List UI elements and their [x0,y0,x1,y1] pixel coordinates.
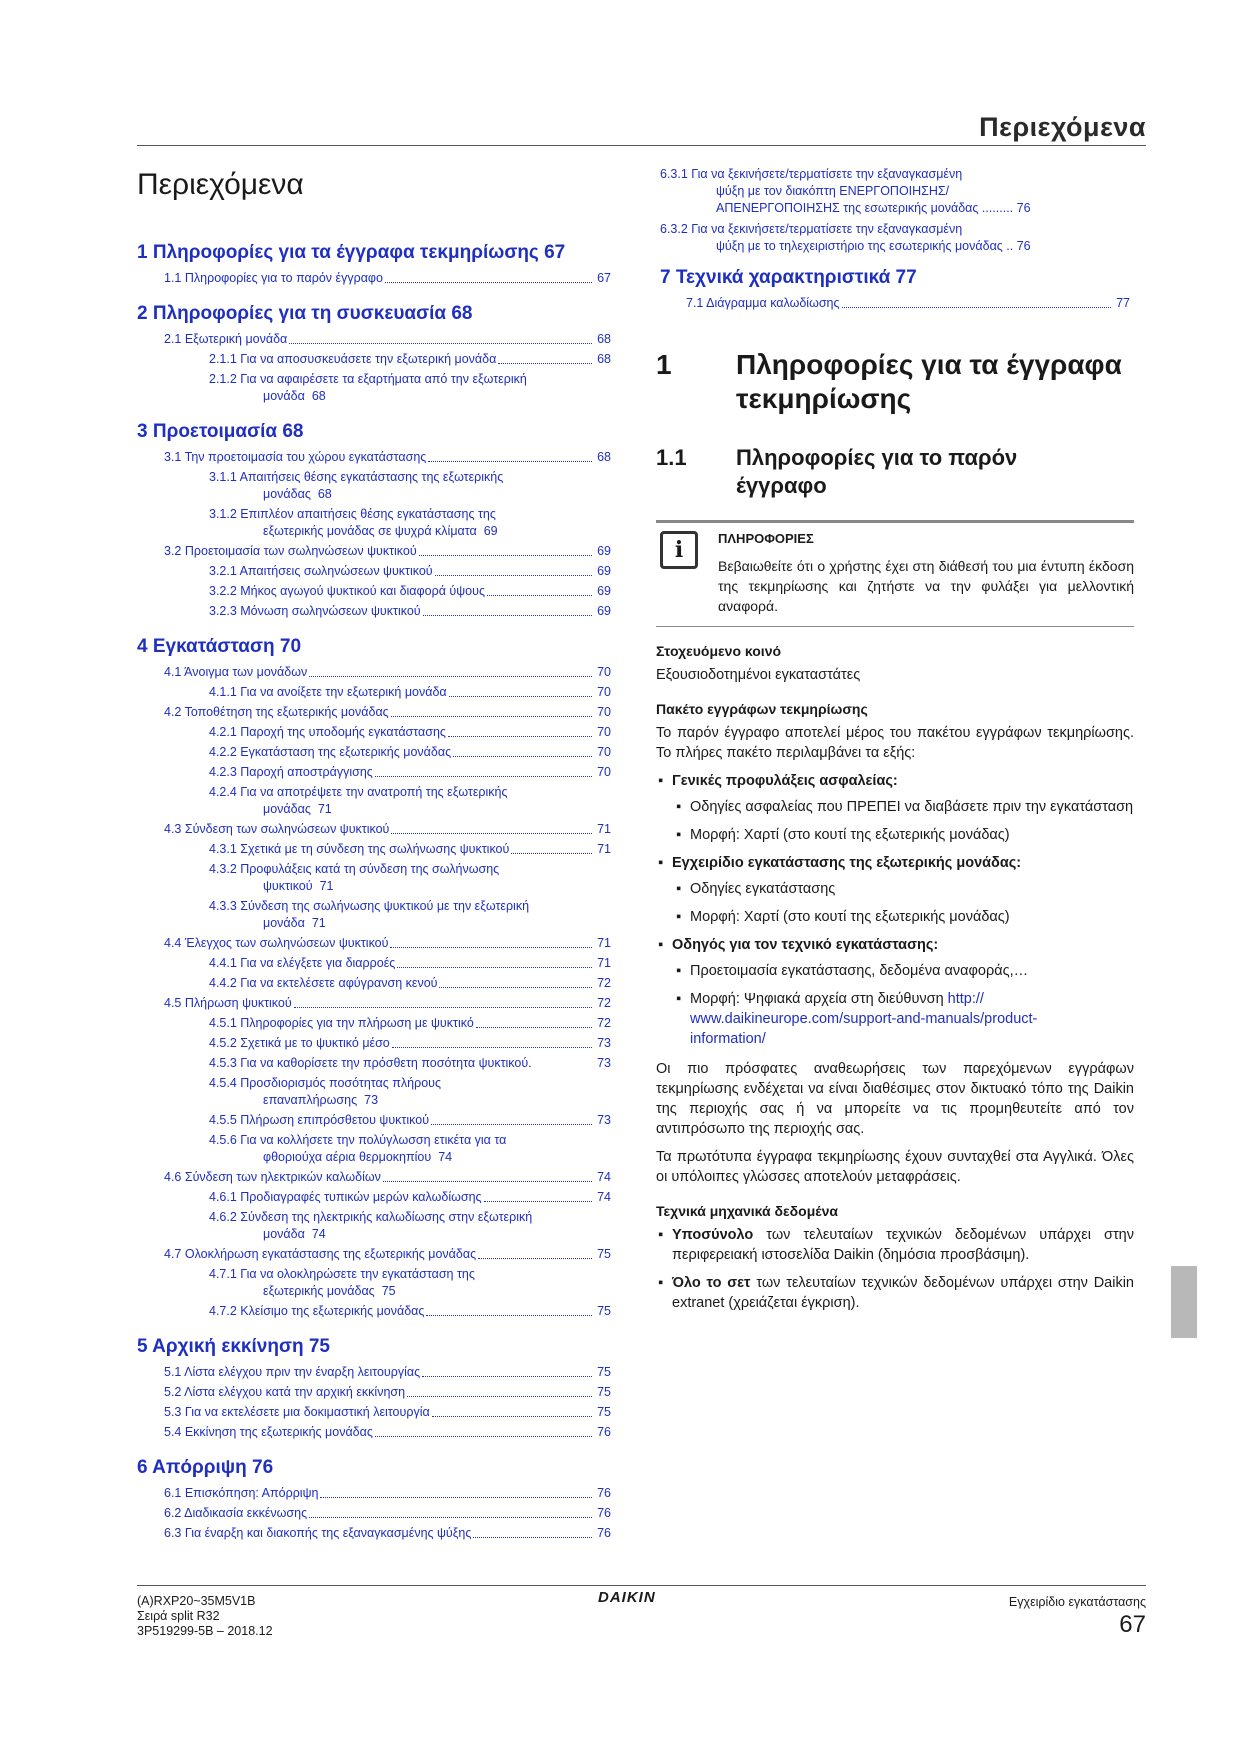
toc-entry-wrap [209,915,611,932]
footer-rule [137,1585,1146,1586]
toc-entry-page: 75 [381,1284,396,1298]
toc-entry-page: 69 [597,604,611,618]
toc-entry-page: 68 [597,352,611,366]
doc1-item2: Μορφή: Χαρτί (στο κουτί της εξωτερικής μονάδας) [690,827,1010,843]
toc-leader-dots [289,343,592,344]
toc-entry[interactable] [137,603,611,620]
toc-entry-page: 68 [597,332,611,346]
toc-entry[interactable] [137,469,611,503]
toc-entry[interactable] [137,744,611,761]
list-item [656,879,1134,899]
toc-entry-page: 75 [597,1385,611,1399]
toc-chapter-5[interactable]: 5 Αρχική εκκίνηση 75 [137,1336,330,1357]
page-number: 67 [1119,1611,1146,1638]
toc-continued [660,166,1130,315]
toc-entry-label: 4.5 Πλήρωση ψυκτικού [164,996,292,1010]
toc-entry-wrap [209,1149,611,1166]
toc-leader-dots [385,282,592,283]
toc-entry-page: 72 [597,976,611,990]
toc-entry-label: 6.1 Επισκόπηση: Απόρριψη [164,1486,319,1500]
bullet-icon: ▪ [676,909,682,925]
toc-entry[interactable] [137,764,611,781]
chapter-number: 1 [656,349,672,380]
list-item [656,961,1134,981]
toc-entry-6-3-1-page: 76 [1016,201,1031,215]
toc-entry-7-1[interactable] [660,295,1130,312]
toc-chapter-6[interactable]: 6 Απόρριψη 76 [137,1457,274,1478]
footer-manual-title: Εγχειρίδιο εγκατάστασης [1008,1595,1146,1609]
doc-item-install-manual-title: Εγχειρίδιο εγκατάστασης της εξωτερικής μονάδας: [672,855,1022,871]
section-title-line1: Πληροφορίες για το παρόν [736,445,1018,470]
toc-title: Περιεχόμενα [137,168,304,201]
toc-entry-label: 4.4.2 Για να εκτελέσετε αφύγρανση κενού [209,976,438,990]
toc-entry-label: 4.4.1 Για να ελέγξετε για διαρροές [209,956,396,970]
toc-entry-label: 4.4 Έλεγχος των σωληνώσεων ψυκτικού [164,936,389,950]
toc-entry-page: 69 [597,544,611,558]
toc-entry-6-3-1-dots: ......... [978,201,1014,215]
tech1-bold: Υποσύνολο [672,1227,754,1243]
bullet-icon: ▪ [658,937,664,953]
toc-entry-6-3-1-line2: ψύξη με τον διακόπτη ΕΝΕΡΓΟΠΟΙΗΣΗΣ/ [716,184,950,198]
toc-leader-dots [383,1181,592,1182]
footer-doc-code: 3P519299-5B – 2018.12 [137,1624,273,1638]
footer-model: (A)RXP20~35M5V1B [137,1594,256,1608]
toc-entry-text [209,1132,611,1166]
toc-leader-dots [390,947,592,948]
toc-leader-dots [487,595,592,596]
toc-entry-6-3-2-line2: ψύξη με το τηλεχειριστήριο της εσωτερικής μονάδας [716,239,1003,253]
toc-entry[interactable] [137,1404,611,1421]
toc-entry[interactable] [137,1364,611,1381]
toc-entry-6-3-2-line1: 6.3.2 Για να ξεκινήσετε/τερματίσετε την εξαναγκασμένη [660,222,963,236]
toc-entry-6-3-1-line3: ΑΠΕΝΕΡΓΟΠΟΙΗΣΗΣ της εσωτερικής μονάδας [716,201,979,215]
toc-leader-dots [309,1517,592,1518]
toc-entry-page: 71 [319,879,334,893]
toc-entry-page: 69 [597,564,611,578]
toc-entry-wrap [209,1092,611,1109]
footer-right [1009,1594,1146,1640]
toc-entry[interactable] [137,1055,611,1072]
tech2-bold: Όλο το σετ [672,1275,751,1291]
toc-leader-dots [294,1007,592,1008]
toc-entry-page: 73 [597,1113,611,1127]
toc-entry-label: 6.2 Διαδικασία εκκένωσης [164,1506,308,1520]
toc-entry-wrap-label: μονάδα [263,389,305,403]
toc-entry-page: 70 [597,705,611,719]
toc-entry[interactable] [137,1246,611,1263]
toc-entry[interactable] [137,351,611,368]
toc-entry[interactable] [137,684,611,701]
toc-entry[interactable] [137,583,611,600]
toc-entry[interactable] [137,563,611,580]
toc-entry-label: 4.5.2 Σχετικά με το ψυκτικό μέσο [209,1036,390,1050]
toc-entry-label: 5.3 Για να εκτελέσετε μια δοκιμαστική λειτουργία [164,1405,430,1419]
bullet-icon: ▪ [658,1227,664,1243]
toc-entry[interactable] [137,270,611,287]
toc-leader-dots [426,1315,592,1316]
toc-entry-label: 5.2 Λίστα ελέγχου κατά την αρχική εκκίνηση [164,1385,406,1399]
doc-item-installer-guide [656,935,1134,955]
list-item [656,797,1134,817]
toc-entry-page: 75 [597,1247,611,1261]
toc-entry-6-3-2-page: 76 [1016,239,1031,253]
toc-entry-label: 4.7 Ολοκλήρωση εγκατάστασης της εξωτερικής μονάδας [164,1247,477,1261]
toc-entry-page: 73 [597,1036,611,1050]
toc-entry-text [209,1075,611,1109]
toc-entry-text [209,506,611,540]
toc-entry-label: 3.2.3 Μόνωση σωληνώσεων ψυκτικού [209,604,421,618]
toc-entry-page: 70 [597,685,611,699]
toc-leader-dots [392,1047,592,1048]
toc-entry-page: 76 [597,1526,611,1540]
doc3-item1: Προετοιμασία εγκατάστασης, δεδομένα αναφοράς,… [690,963,1029,979]
bullet-icon: ▪ [676,881,682,897]
toc-entry-page: 74 [597,1190,611,1204]
toc-entry-page: 71 [597,936,611,950]
doc-item-install-manual [656,853,1134,873]
toc-entry-label: 4.5.1 Πληροφορίες για την πλήρωση με ψυκτικό [209,1016,474,1030]
toc-entry[interactable] [137,371,611,405]
toc-entry-label: 4.5.5 Πλήρωση επιπρόσθετου ψυκτικού [209,1113,430,1127]
toc-entry-wrap [209,801,611,818]
docset-text: Το παρόν έγγραφο αποτελεί μέρος του πακέτου εγγράφων τεκμηρίωσης. Το πλήρες πακέτο περιλαμβάνει τα εξής: [656,725,1134,761]
toc-leader-dots [320,1497,592,1498]
toc-entry-label: 4.3.2 Προφυλάξεις κατά τη σύνδεση της σωλήνωσης [209,862,500,876]
toc-entry-page: 72 [597,1016,611,1030]
toc-entry-page: 74 [438,1150,453,1164]
toc-leader-dots [432,1416,592,1417]
toc-entry-wrap [209,878,611,895]
toc-leader-dots [453,756,592,757]
doc-item-installer-guide-title: Οδηγός για τον τεχνικό εγκατάστασης: [672,937,939,953]
toc-entry[interactable] [137,784,611,818]
toc-entry-page: 68 [317,487,332,501]
revisions-text: Οι πιο πρόσφατες αναθεωρήσεις των παρεχόμενων εγγράφων τεκμηρίωσης ενδέχεται να είναι διαθέσιμες στον δικτυακό τόπο της Daikin της περιοχής σας ή να μπορείτε να τις προμηθευτείτε από τον αντιπρόσωπο της περιοχής σας. [656,1061,1134,1137]
daikin-logo: DAIKIN [598,1589,656,1606]
toc-entry-label: 4.6.1 Προδιαγραφές τυπικών μερών καλωδίωσης [209,1190,482,1204]
toc-entry-page: 70 [597,745,611,759]
toc-entry-label: 3.1 Την προετοιμασία του χώρου εγκατάστασης [164,450,427,464]
toc-entry-label: 4.2.3 Παροχή αποστράγγισης [209,765,373,779]
toc-entry-label: 2.1 Εξωτερική μονάδα [164,332,288,346]
toc-chapter-7[interactable]: 7 Τεχνικά χαρακτηριστικά 77 [660,267,917,288]
toc-entry[interactable] [137,1189,611,1206]
toc-leader-dots [391,833,592,834]
toc-leader-dots [448,736,592,737]
bullet-icon: ▪ [658,773,664,789]
list-item [656,1225,1134,1265]
toc-leader-dots [428,461,592,462]
toc-chapter-2[interactable]: 2 Πληροφορίες για τη συσκευασία 68 [137,303,473,324]
toc-entry[interactable] [137,1209,611,1243]
toc-entry-page: 76 [597,1486,611,1500]
toc-entry[interactable] [137,1525,611,1542]
toc-entry-page: 76 [597,1506,611,1520]
toc-leader-dots [478,1258,592,1259]
toc-leader-dots [422,1376,592,1377]
toc-entry-label: 1.1 Πληροφορίες για το παρόν έγγραφο [164,271,383,285]
toc-entry[interactable] [137,1485,611,1502]
info-title: ΠΛΗΡΟΦΟΡΙΕΣ [718,531,814,546]
toc-entry-wrap-label: μονάδας [263,487,311,501]
toc-entry-label: 3.2.1 Απαιτήσεις σωληνώσεων ψυκτικού [209,564,433,578]
doc2-item1: Οδηγίες εγκατάστασης [690,881,836,897]
audience-heading: Στοχευόμενο κοινό [656,643,782,659]
toc-entry-wrap [209,523,611,540]
toc-entry-6-3-2-dots: .. [1002,239,1014,253]
bullet-icon: ▪ [658,1275,664,1291]
toc-leader-dots [423,615,592,616]
doc3-item2-prefix: Μορφή: Ψηφιακά αρχεία στη διεύθυνση [690,991,948,1007]
list-item [656,907,1134,927]
toc-entry-label: 3.1.1 Απαιτήσεις θέσης εγκατάστασης της εξωτερικής [209,470,504,484]
toc-entry-wrap-label: μονάδα [263,1227,305,1241]
toc-entry-label: 4.1.1 Για να ανοίξετε την εξωτερική μονάδα [209,685,447,699]
toc-leader-dots [484,1201,593,1202]
doc-item-safety-title: Γενικές προφυλάξεις ασφαλείας: [672,773,898,789]
toc-entry-label: 2.1.1 Για να αποσυσκευάσετε την εξωτερική μονάδα [209,352,497,366]
chapter-tab-marker [1171,1266,1197,1338]
bullet-icon: ▪ [658,855,664,871]
toc-entry-page: 76 [597,1425,611,1439]
toc-entry-page: 75 [597,1304,611,1318]
toc-entry[interactable] [137,1015,611,1032]
toc-entry-text [209,784,611,818]
toc-entry-wrap-label: μονάδας [263,802,311,816]
toc-entry-label: 5.1 Λίστα ελέγχου πριν την έναρξη λειτουργίας [164,1365,421,1379]
toc-entry-6-3-1-line1: 6.3.1 Για να ξεκινήσετε/τερματίσετε την εξαναγκασμένη [660,167,963,181]
bullet-icon: ▪ [676,827,682,843]
toc-entry-label: 3.1.2 Επιπλέον απαιτήσεις θέσης εγκατάστασης της [209,507,496,521]
toc-entry-page: 71 [597,956,611,970]
toc-leader-dots [431,1124,592,1125]
doc-item-safety [656,771,1134,791]
toc-entry-label: 4.6 Σύνδεση των ηλεκτρικών καλωδίων [164,1170,381,1184]
toc-leader-dots [439,987,592,988]
toc-leader-dots [511,853,592,854]
toc-entry-label: 4.3.1 Σχετικά με τη σύνδεση της σωλήνωσης ψυκτικού [209,842,510,856]
toc-entry-wrap-label: ψυκτικού [263,879,313,893]
toc-entry-page: 69 [483,524,498,538]
toc-chapter-4[interactable]: 4 Εγκατάσταση 70 [137,636,302,657]
toc-entry-label: 2.1.2 Για να αφαιρέσετε τα εξαρτήματα από την εξωτερική [209,372,527,386]
header-rule [137,145,1146,146]
toc-entry-label: 3.2.2 Μήκος αγωγού ψυκτικού και διαφορά ύψους [209,584,485,598]
toc-entry-7-1-page: 77 [1116,296,1130,310]
toc-entry[interactable] [137,995,611,1012]
toc-entry-page: 72 [597,996,611,1010]
toc-entry[interactable] [137,543,611,560]
toc-entry[interactable] [137,1035,611,1052]
toc-entry-page: 73 [364,1093,379,1107]
toc-entry-page: 75 [597,1405,611,1419]
toc-entry-label: 4.2.1 Παροχή της υποδομής εγκατάστασης [209,725,446,739]
toc-entry-wrap-label: φθοριούχα αέρια θερμοκηπίου [263,1150,432,1164]
toc-entry[interactable] [137,1169,611,1186]
toc-entry[interactable] [137,841,611,858]
link-line2: www.daikineurope.com/support-and-manuals/product- [690,1011,1038,1027]
toc-entry-text [209,1266,611,1300]
info-icon: i [660,531,698,569]
toc-entry-page: 71 [597,842,611,856]
bullet-icon: ▪ [676,991,682,1007]
toc-entry-label: 4.3.3 Σύνδεση της σωλήνωσης ψυκτικού με την εξωτερική [209,899,530,913]
toc-leader-dots [842,307,1112,308]
docset-heading: Πακέτο εγγράφων τεκμηρίωσης [656,701,868,717]
toc-entry-wrap [209,1283,611,1300]
toc-entry[interactable] [137,821,611,838]
toc-entry[interactable] [137,1303,611,1320]
list-item [656,1273,1134,1313]
toc-entry-6-3-1[interactable] [660,166,1130,217]
toc-entry-text [209,898,611,932]
toc-entry[interactable] [137,861,611,895]
toc-entry-label: 4.5.3 Για να καθορίσετε την πρόσθετη ποσότητα ψυκτικού. [209,1056,532,1070]
toc-entry-wrap [209,486,611,503]
link-line3: information/ [690,1031,766,1047]
toc-entry-6-3-2[interactable] [660,221,1130,255]
toc-leader-dots [391,716,592,717]
toc-entry-page: 68 [311,389,326,403]
toc-entry-label: 6.3 Για έναρξη και διακοπής της εξαναγκασμένης ψύξης [164,1526,472,1540]
bullet-icon: ▪ [676,799,682,815]
toc-entry-7-1-text: 7.1 Διάγραμμα καλωδίωσης [686,296,840,310]
toc-entry-page: 74 [597,1170,611,1184]
toc-entry[interactable] [137,1424,611,1441]
list-item [656,825,1134,845]
toc-entry[interactable] [137,664,611,681]
toc-entry-page: 68 [597,450,611,464]
toc-entry-page: 71 [597,822,611,836]
toc-leader-dots [397,967,592,968]
toc-entry-label: 4.2.2 Εγκατάσταση της εξωτερικής μονάδας [209,745,452,759]
bullet-icon: ▪ [676,963,682,979]
audience-text: Εξουσιοδοτημένοι εγκαταστάτες [656,667,861,683]
toc-entry[interactable] [137,724,611,741]
toc-entry-page: 71 [311,916,326,930]
toc-entry[interactable] [137,1132,611,1166]
chapter-title-line2: τεκμηρίωσης [736,383,912,414]
table-of-contents [137,168,611,1545]
section-title-line2: έγγραφο [736,473,827,498]
toc-entry-page: 73 [597,1056,611,1070]
toc-leader-dots [309,676,592,677]
toc-entry[interactable] [137,975,611,992]
info-box [656,520,1134,627]
link-line1: http:// [947,991,984,1007]
toc-entry-text [209,371,611,405]
toc-entry-wrap-label: εξωτερικής μονάδας σε ψυχρά κλίματα [263,524,477,538]
info-body: Βεβαιωθείτε ότι ο χρήστης έχει στη διάθεσή του μια έντυπη έκδοση της τεκμηρίωσης και ζητήστε να την φυλάξει για μελλοντική αναφορά. [718,558,1134,614]
toc-entry-label: 4.2.4 Για να αποτρέψετε την ανατροπή της εξωτερικής [209,785,508,799]
toc-entry-text [209,1209,611,1243]
tech1-rest: των τελευταίων τεχνικών δεδομένων υπάρχει στην περιφερειακή ιστοσελίδα Daikin (δημόσια προσβάσιμη). [672,1227,1134,1263]
toc-entry[interactable] [137,704,611,721]
section-heading-1-1 [656,444,1134,500]
toc-leader-dots [449,696,592,697]
toc-leader-dots [375,776,592,777]
toc-entry-label: 4.5.6 Για να κολλήσετε την πολύγλωσση ετικέτα για τα [209,1133,507,1147]
toc-leader-dots [498,363,592,364]
toc-entry-wrap-label: επαναπλήρωσης [263,1093,358,1107]
toc-entry[interactable] [137,935,611,952]
original-language-text: Τα πρωτότυπα έγγραφα τεκμηρίωσης έχουν συνταχθεί στα Αγγλικά. Όλες οι υπόλοιπες γλώσσες αποτελούν μεταφράσεις. [656,1149,1134,1185]
toc-entry-label: 4.2 Τοποθέτηση της εξωτερικής μονάδας [164,705,389,719]
toc-leader-dots [375,1436,592,1437]
toc-entry[interactable] [137,955,611,972]
section-number: 1.1 [656,445,687,470]
toc-leader-dots [473,1537,592,1538]
toc-entry[interactable] [137,449,611,466]
footer-series: Σειρά split R32 [137,1609,220,1623]
doc2-item2: Μορφή: Χαρτί (στο κουτί της εξωτερικής μονάδας) [690,909,1010,925]
toc-entry-label: 4.7.2 Κλείσιμο της εξωτερικής μονάδας [209,1304,425,1318]
toc-chapter-1[interactable]: 1 Πληροφορίες για τα έγγραφα τεκμηρίωσης 67 [137,242,566,263]
toc-entry-page: 74 [311,1227,326,1241]
tech2-rest: των τελευταίων τεχνικών δεδομένων υπάρχει στην Daikin extranet (χρειάζεται έγκριση). [672,1275,1134,1311]
toc-chapters [137,242,611,1542]
section-body [656,348,1134,1321]
toc-entry-page: 71 [317,802,332,816]
toc-entry[interactable] [137,1112,611,1129]
toc-entry-label: 4.6.2 Σύνδεση της ηλεκτρικής καλωδίωσης στην εξωτερική [209,1210,533,1224]
toc-entry-label: 4.1 Άνοιγμα των μονάδων [164,665,308,679]
toc-entry-label: 4.3 Σύνδεση των σωληνώσεων ψυκτικού [164,822,390,836]
toc-leader-dots [419,555,592,556]
toc-entry-wrap [209,1226,611,1243]
toc-entry[interactable] [137,506,611,540]
toc-entry-page: 69 [597,584,611,598]
toc-chapter-3[interactable]: 3 Προετοιμασία 68 [137,421,304,442]
doc1-item1: Οδηγίες ασφαλείας που ΠΡΕΠΕΙ να διαβάσετε πριν την εγκατάσταση [690,799,1134,815]
toc-entry-text [209,469,611,503]
tech-data-heading: Τεχνικά μηχανικά δεδομένα [656,1203,838,1219]
chapter-title-line1: Πληροφορίες για τα έγγραφα [736,349,1122,380]
toc-entry[interactable] [137,1505,611,1522]
running-head-title: Περιεχόμενα [979,112,1146,142]
list-item [656,989,1134,1049]
footer-left [137,1594,273,1639]
toc-entry[interactable] [137,331,611,348]
toc-entry[interactable] [137,1266,611,1300]
toc-leader-dots [476,1027,592,1028]
toc-entry-page: 67 [597,271,611,285]
toc-entry-wrap-label: εξωτερικής μονάδας [263,1284,375,1298]
toc-entry-page: 70 [597,665,611,679]
toc-entry[interactable] [137,898,611,932]
toc-entry-page: 70 [597,725,611,739]
toc-entry[interactable] [137,1075,611,1109]
toc-entry-label: 3.2 Προετοιμασία των σωληνώσεων ψυκτικού [164,544,417,558]
toc-entry[interactable] [137,1384,611,1401]
toc-entry-wrap [209,388,611,405]
toc-entry-label: 5.4 Εκκίνηση της εξωτερικής μονάδας [164,1425,373,1439]
toc-leader-dots [407,1396,592,1397]
chapter-heading-1 [656,348,1134,416]
toc-leader-dots [435,575,592,576]
toc-entry-label: 4.5.4 Προσδιορισμός ποσότητας πλήρους [209,1076,442,1090]
toc-entry-page: 75 [597,1365,611,1379]
toc-entry-label: 4.7.1 Για να ολοκληρώσετε την εγκατάσταση της [209,1267,475,1281]
toc-entry-text [209,861,611,895]
toc-entry-wrap-label: μονάδα [263,916,305,930]
toc-entry-page: 70 [597,765,611,779]
